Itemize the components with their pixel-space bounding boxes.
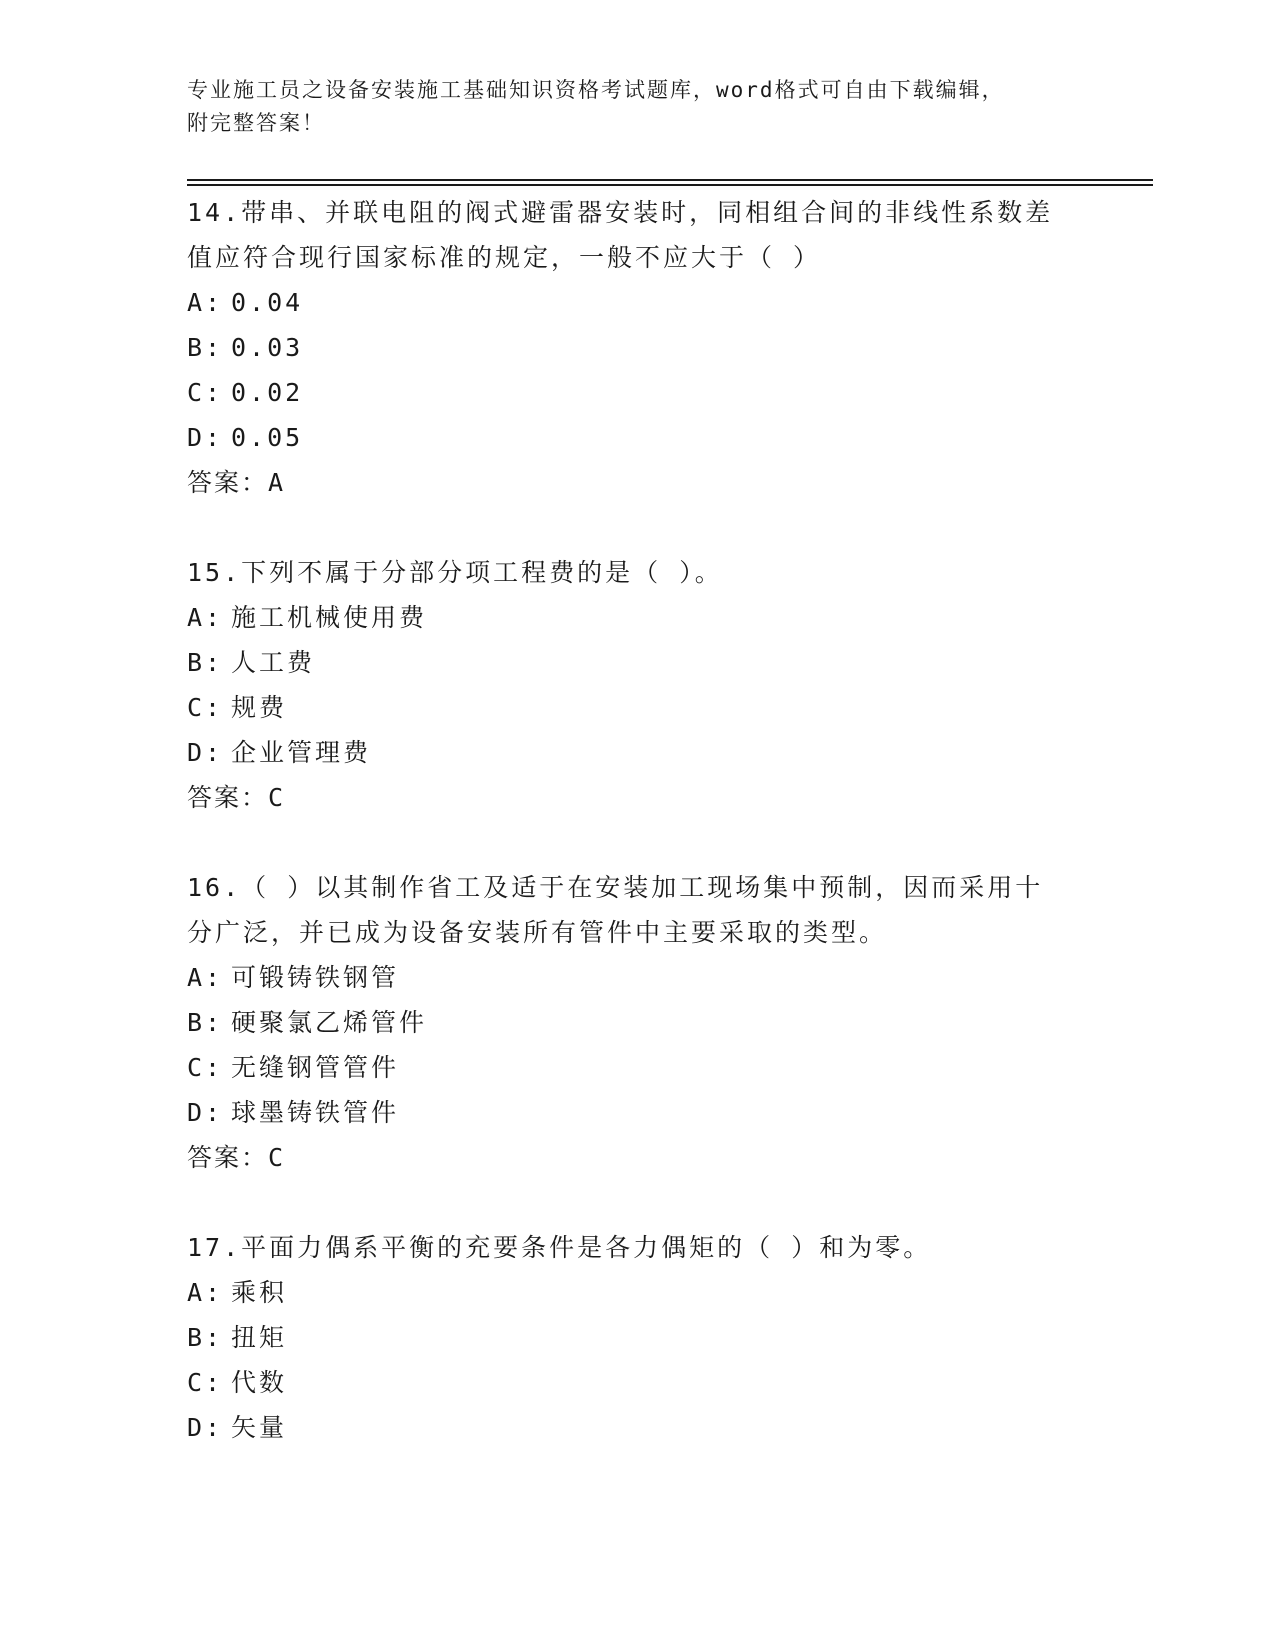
document-header — [187, 74, 1087, 140]
question-list — [187, 190, 1147, 1450]
answer-line — [187, 775, 1147, 820]
option-label: D: — [187, 423, 224, 452]
header-divider-bottom — [187, 184, 1153, 186]
option-text: 硬聚氯乙烯管件 — [231, 1008, 428, 1037]
option-label: C: — [187, 693, 224, 722]
option-text: 人工费 — [231, 648, 316, 677]
option-c — [187, 1045, 1147, 1090]
answer-label: 答案： — [187, 1143, 269, 1172]
question-stem-line: 17.平面力偶系平衡的充要条件是各力偶矩的（ ）和为零。 — [187, 1233, 932, 1262]
option-label: B: — [187, 648, 224, 677]
answer-label: 答案： — [187, 468, 269, 497]
option-text: 0.03 — [231, 333, 304, 362]
option-a — [187, 1270, 1147, 1315]
question-spacer — [187, 1180, 1147, 1225]
question-14 — [187, 190, 1147, 505]
option-label: D: — [187, 1413, 224, 1442]
option-text: 企业管理费 — [231, 738, 372, 767]
option-a — [187, 280, 1147, 325]
option-label: D: — [187, 738, 224, 767]
option-a — [187, 955, 1147, 1000]
option-text: 可锻铸铁钢管 — [231, 963, 400, 992]
option-label: C: — [187, 378, 224, 407]
option-text: 矢量 — [231, 1413, 288, 1442]
option-b — [187, 640, 1147, 685]
option-text: 代数 — [231, 1368, 288, 1397]
header-line-1: 专业施工员之设备安装施工基础知识资格考试题库，word格式可自由下载编辑， — [187, 78, 1005, 102]
option-d — [187, 730, 1147, 775]
option-label: B: — [187, 333, 224, 362]
option-d — [187, 1405, 1147, 1450]
answer-line — [187, 1135, 1147, 1180]
option-a — [187, 595, 1147, 640]
option-text: 规费 — [231, 693, 288, 722]
answer-line — [187, 460, 1147, 505]
question-stem-line: 16.（ ）以其制作省工及适于在安装加工现场集中预制，因而采用十 — [187, 873, 1044, 902]
option-text: 扭矩 — [231, 1323, 288, 1352]
option-text: 球墨铸铁管件 — [231, 1098, 400, 1127]
question-17 — [187, 1225, 1147, 1450]
option-c — [187, 370, 1147, 415]
answer-value: C — [268, 1143, 286, 1172]
option-d — [187, 415, 1147, 460]
option-text: 0.04 — [231, 288, 304, 317]
answer-label: 答案： — [187, 783, 269, 812]
option-text: 0.02 — [231, 378, 304, 407]
question-16 — [187, 865, 1147, 1180]
option-label: B: — [187, 1008, 224, 1037]
option-label: A: — [187, 1278, 224, 1307]
answer-value: A — [268, 468, 286, 497]
option-text: 施工机械使用费 — [231, 603, 428, 632]
question-stem-line: 14.带串、并联电阻的阀式避雷器安装时，同相组合间的非线性系数差 — [187, 198, 1054, 227]
option-label: C: — [187, 1053, 224, 1082]
option-label: A: — [187, 963, 224, 992]
question-spacer — [187, 820, 1147, 865]
question-15 — [187, 550, 1147, 820]
option-label: A: — [187, 603, 224, 632]
answer-value: C — [268, 783, 286, 812]
question-spacer — [187, 505, 1147, 550]
option-label: D: — [187, 1098, 224, 1127]
question-stem-line: 15.下列不属于分部分项工程费的是（ ）。 — [187, 558, 723, 587]
option-b — [187, 325, 1147, 370]
option-text: 乘积 — [231, 1278, 288, 1307]
option-b — [187, 1000, 1147, 1045]
option-c — [187, 685, 1147, 730]
option-b — [187, 1315, 1147, 1360]
option-c — [187, 1360, 1147, 1405]
option-text: 0.05 — [231, 423, 304, 452]
option-d — [187, 1090, 1147, 1135]
option-label: A: — [187, 288, 224, 317]
header-line-2: 附完整答案！ — [187, 111, 325, 135]
option-text: 无缝钢管管件 — [231, 1053, 400, 1082]
option-label: C: — [187, 1368, 224, 1397]
header-divider-top — [187, 179, 1153, 181]
question-stem-line: 值应符合现行国家标准的规定，一般不应大于（ ） — [187, 243, 822, 272]
option-label: B: — [187, 1323, 224, 1352]
question-stem-line: 分广泛，并已成为设备安装所有管件中主要采取的类型。 — [187, 918, 888, 947]
